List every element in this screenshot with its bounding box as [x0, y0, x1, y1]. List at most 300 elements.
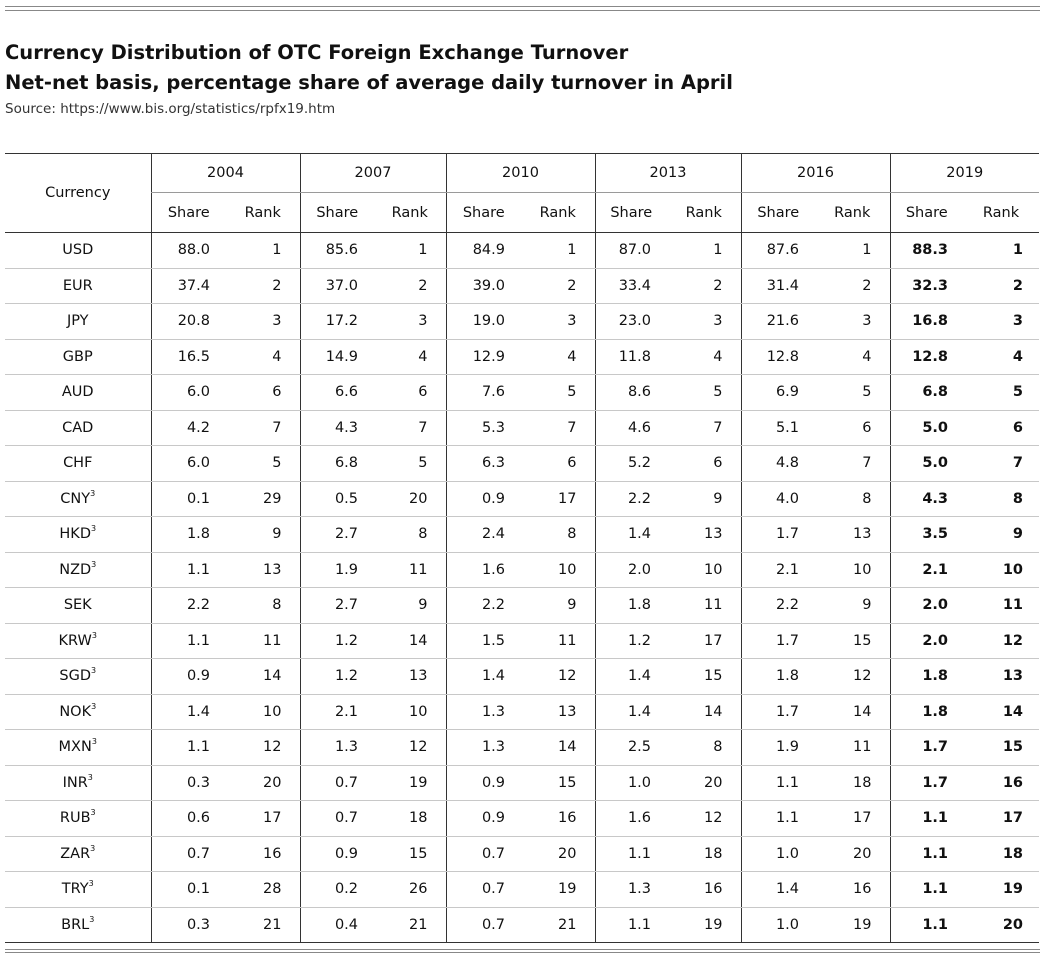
rank-cell-2013: 10 — [667, 552, 741, 588]
share-cell-2010: 1.6 — [446, 552, 521, 588]
share-cell-2007: 37.0 — [300, 268, 374, 304]
share-cell-2016: 31.4 — [741, 268, 815, 304]
currency-label: HKD$^3$ — [5, 517, 151, 553]
rank-cell-2004: 21 — [263, 916, 282, 933]
share-cell-2013: 87.0 — [595, 233, 667, 269]
share-cell-2007: 0.5 — [300, 481, 374, 517]
footnote-marker: 3 — [91, 630, 97, 640]
share-cell-2007: 6.6 — [300, 375, 374, 411]
share-cell-2010: 5.3 — [446, 410, 521, 446]
rank-cell-2007: 2 — [374, 268, 446, 304]
title-line-2: Net-net basis, percentage share of average daily turnover in April — [5, 71, 733, 94]
rank-cell-2013: 11 — [667, 588, 741, 624]
rank-cell-2010: 17 — [521, 481, 595, 517]
table-row — [5, 765, 1039, 801]
footnote-marker: 3 — [90, 843, 96, 853]
rank-cell-2019: 18 — [963, 836, 1039, 872]
share-cell-2013: 1.1 — [595, 907, 667, 943]
share-cell-2019: 4.3 — [890, 481, 963, 517]
share-cell-2019: 16.8 — [890, 304, 963, 340]
rank-cell-2007: 18 — [374, 801, 446, 837]
share-cell-2016: 1.7 — [741, 694, 815, 730]
share-cell-2019: 12.8 — [890, 339, 963, 375]
share-cell-2010: 2.2 — [446, 588, 521, 624]
rank-cell-2013: 14 — [667, 694, 741, 730]
table-row — [5, 268, 1039, 304]
rank-cell-2007: 9 — [374, 588, 446, 624]
share-cell-2010: 39.0 — [446, 268, 521, 304]
share-cell-2013: 8.6 — [595, 375, 667, 411]
share-cell-2016: 1.1 — [741, 801, 815, 837]
share-cell-2004: 2.2 — [151, 588, 226, 624]
rank-cell-2019: 20 — [1002, 916, 1023, 933]
share-cell-2007: 1.2 — [300, 623, 374, 659]
share-cell-2004: 0.3 — [151, 907, 226, 943]
table-row — [5, 694, 1039, 730]
share-cell-2010: 0.9 — [446, 481, 521, 517]
share-cell-2010: 0.9 — [446, 765, 521, 801]
year-header-2013: 2013 — [595, 154, 741, 193]
share-header-2019: Share — [890, 193, 963, 233]
currency-label: MXN$^3$ — [5, 730, 151, 766]
rank-cell-2004: 12 — [226, 730, 300, 766]
rank-cell-2007: 26 — [374, 872, 446, 908]
share-cell-2013: 33.4 — [595, 268, 667, 304]
share-cell-2010: 2.4 — [446, 517, 521, 553]
share-cell-2010: 7.6 — [446, 375, 521, 411]
rank-cell-2013: 1 — [667, 233, 741, 269]
share-header-2010: Share — [446, 193, 521, 233]
currency-column-header: Currency — [5, 154, 151, 233]
rank-cell-2007: 21 — [409, 916, 428, 933]
share-cell-2007: 2.7 — [300, 517, 374, 553]
currency-label: NOK$^3$ — [5, 694, 151, 730]
share-cell-2007: 0.4 — [300, 907, 374, 943]
rank-cell-2016: 18 — [815, 765, 890, 801]
table-row — [5, 304, 1039, 340]
rank-cell-2004: 4 — [226, 339, 300, 375]
rank-cell-2010: 13 — [521, 694, 595, 730]
top-rule — [5, 6, 1040, 11]
rank-cell-2019: 1 — [963, 233, 1039, 269]
rank-cell-2019: 5 — [963, 375, 1039, 411]
rank-cell-2004: 16 — [226, 836, 300, 872]
title-line-1: Currency Distribution of OTC Foreign Exchange Turnover — [5, 41, 629, 64]
share-cell-2016: 6.9 — [741, 375, 815, 411]
share-cell-2004: 37.4 — [151, 268, 226, 304]
footnote-marker: 3 — [90, 488, 96, 498]
table-row — [5, 730, 1039, 766]
share-cell-2019: 2.0 — [890, 588, 963, 624]
share-cell-2007: 1.3 — [300, 730, 374, 766]
share-cell-2016: 1.4 — [741, 872, 815, 908]
currency-label: USD — [5, 233, 151, 269]
rank-cell-2007: 10 — [374, 694, 446, 730]
share-cell-2004: 0.9 — [151, 659, 226, 695]
share-cell-2019: 3.5 — [890, 517, 963, 553]
rank-cell-2010: 11 — [521, 623, 595, 659]
rank-cell-2013: 7 — [667, 410, 741, 446]
rank-header-2004: Rank — [226, 193, 300, 233]
rank-cell-2016: 8 — [815, 481, 890, 517]
table-row — [5, 872, 1039, 908]
rank-cell-2007: 5 — [374, 446, 446, 482]
rank-cell-2019: 15 — [963, 730, 1039, 766]
rank-cell-2016: 19 — [853, 916, 872, 933]
share-cell-2007: 0.2 — [300, 872, 374, 908]
share-cell-2016: 1.7 — [741, 623, 815, 659]
share-header-2007: Share — [300, 193, 374, 233]
rank-cell-2004: 20 — [226, 765, 300, 801]
rank-cell-2007: 6 — [374, 375, 446, 411]
rank-cell-2004: 6 — [226, 375, 300, 411]
currency-label: NZD$^3$ — [5, 552, 151, 588]
table-row — [5, 233, 1039, 269]
rank-cell-2019: 11 — [963, 588, 1039, 624]
share-cell-2004: 4.2 — [151, 410, 226, 446]
rank-cell-2010: 21 — [558, 916, 577, 933]
share-cell-2004: 16.5 — [151, 339, 226, 375]
rank-cell-2010: 4 — [521, 339, 595, 375]
share-cell-2016: 1.1 — [741, 765, 815, 801]
rank-cell-2013: 6 — [667, 446, 741, 482]
share-cell-2004: 0.3 — [151, 765, 226, 801]
rank-cell-2004: 10 — [226, 694, 300, 730]
rank-cell-2013: 9 — [667, 481, 741, 517]
rank-cell-2016: 12 — [815, 659, 890, 695]
table-row — [5, 907, 1039, 943]
rank-cell-2016: 10 — [815, 552, 890, 588]
table-row — [5, 623, 1039, 659]
currency-label: ZAR$^3$ — [5, 836, 151, 872]
rank-cell-2004: 29 — [226, 481, 300, 517]
share-cell-2007: 17.2 — [300, 304, 374, 340]
share-cell-2004: 20.8 — [151, 304, 226, 340]
currency-label: SGD$^3$ — [5, 659, 151, 695]
currency-label: RUB$^3$ — [5, 801, 151, 837]
rank-cell-2013: 2 — [667, 268, 741, 304]
share-cell-2019: 6.8 — [890, 375, 963, 411]
table-row — [5, 588, 1039, 624]
rank-cell-2019: 16 — [963, 765, 1039, 801]
share-cell-2004: 88.0 — [151, 233, 226, 269]
share-header-2016: Share — [741, 193, 815, 233]
share-cell-2019: 1.1 — [890, 907, 963, 943]
share-cell-2016: 87.6 — [741, 233, 815, 269]
rank-cell-2016: 5 — [815, 375, 890, 411]
share-cell-2013: 1.4 — [595, 659, 667, 695]
share-cell-2007: 2.1 — [300, 694, 374, 730]
share-cell-2013: 1.1 — [595, 836, 667, 872]
rank-cell-2007: 12 — [374, 730, 446, 766]
table-row — [5, 659, 1039, 695]
source-note: Source: https://www.bis.org/statistics/rpfx19.htm — [5, 101, 336, 117]
rank-cell-2010: 7 — [521, 410, 595, 446]
table-row — [5, 801, 1039, 837]
footnote-marker: 3 — [88, 879, 94, 889]
rank-cell-2010: 16 — [521, 801, 595, 837]
currency-label: GBP — [5, 339, 151, 375]
share-cell-2019: 88.3 — [890, 233, 963, 269]
share-cell-2007: 0.9 — [300, 836, 374, 872]
share-cell-2004: 1.1 — [151, 552, 226, 588]
share-cell-2007: 14.9 — [300, 339, 374, 375]
share-cell-2013: 1.2 — [595, 623, 667, 659]
rank-cell-2013: 17 — [667, 623, 741, 659]
share-cell-2007: 0.7 — [300, 765, 374, 801]
turnover-table — [5, 153, 1039, 943]
footnote-marker: 3 — [90, 808, 96, 818]
rank-cell-2010: 8 — [521, 517, 595, 553]
share-cell-2004: 1.1 — [151, 730, 226, 766]
rank-cell-2016: 13 — [815, 517, 890, 553]
share-cell-2019: 5.0 — [890, 446, 963, 482]
share-cell-2013: 4.6 — [595, 410, 667, 446]
share-cell-2016: 2.1 — [741, 552, 815, 588]
currency-label: TRY$^3$ — [5, 872, 151, 908]
rank-cell-2013: 18 — [667, 836, 741, 872]
rank-cell-2004: 5 — [226, 446, 300, 482]
share-cell-2016: 5.1 — [741, 410, 815, 446]
share-cell-2019: 5.0 — [890, 410, 963, 446]
rank-cell-2013: 19 — [704, 916, 723, 933]
rank-cell-2019: 17 — [963, 801, 1039, 837]
rank-cell-2013: 8 — [667, 730, 741, 766]
year-header-2019: 2019 — [890, 154, 1039, 193]
share-cell-2007: 1.9 — [300, 552, 374, 588]
rank-cell-2007: 14 — [374, 623, 446, 659]
rank-cell-2007: 4 — [374, 339, 446, 375]
rank-cell-2016: 14 — [815, 694, 890, 730]
share-cell-2013: 1.0 — [595, 765, 667, 801]
share-cell-2016: 1.0 — [741, 836, 815, 872]
share-cell-2016: 1.7 — [741, 517, 815, 553]
rank-cell-2016: 1 — [815, 233, 890, 269]
currency-label: INR$^3$ — [5, 765, 151, 801]
rank-cell-2004: 11 — [226, 623, 300, 659]
share-cell-2004: 6.0 — [151, 446, 226, 482]
share-cell-2007: 0.7 — [300, 801, 374, 837]
share-cell-2010: 0.7 — [446, 907, 521, 943]
rank-cell-2019: 10 — [963, 552, 1039, 588]
share-cell-2019: 1.8 — [890, 659, 963, 695]
rank-cell-2010: 15 — [521, 765, 595, 801]
rank-cell-2004: 28 — [226, 872, 300, 908]
rank-cell-2016: 3 — [815, 304, 890, 340]
share-cell-2004: 1.4 — [151, 694, 226, 730]
currency-label: BRL$^3$ — [61, 914, 95, 933]
rank-cell-2016: 17 — [815, 801, 890, 837]
rank-cell-2004: 1 — [226, 233, 300, 269]
rank-cell-2013: 13 — [667, 517, 741, 553]
currency-label: SEK — [5, 588, 151, 624]
share-cell-2013: 2.2 — [595, 481, 667, 517]
currency-label: CAD — [5, 410, 151, 446]
rank-cell-2016: 15 — [815, 623, 890, 659]
share-cell-2013: 1.3 — [595, 872, 667, 908]
rank-cell-2019: 13 — [963, 659, 1039, 695]
rank-cell-2010: 2 — [521, 268, 595, 304]
share-cell-2010: 84.9 — [446, 233, 521, 269]
rank-cell-2013: 12 — [667, 801, 741, 837]
rank-cell-2016: 2 — [815, 268, 890, 304]
rank-cell-2019: 6 — [963, 410, 1039, 446]
share-cell-2016: 1.8 — [741, 659, 815, 695]
share-cell-2013: 1.4 — [595, 694, 667, 730]
rank-cell-2016: 16 — [815, 872, 890, 908]
rank-cell-2013: 5 — [667, 375, 741, 411]
share-cell-2007: 1.2 — [300, 659, 374, 695]
share-cell-2013: 1.8 — [595, 588, 667, 624]
rank-cell-2010: 3 — [521, 304, 595, 340]
year-header-2010: 2010 — [446, 154, 595, 193]
share-cell-2010: 1.5 — [446, 623, 521, 659]
table-row — [5, 552, 1039, 588]
share-cell-2010: 0.9 — [446, 801, 521, 837]
share-cell-2010: 1.3 — [446, 730, 521, 766]
rank-cell-2007: 11 — [374, 552, 446, 588]
rank-cell-2004: 9 — [226, 517, 300, 553]
rank-cell-2016: 9 — [815, 588, 890, 624]
rank-cell-2010: 6 — [521, 446, 595, 482]
rank-cell-2016: 6 — [815, 410, 890, 446]
rank-cell-2019: 9 — [963, 517, 1039, 553]
rank-cell-2007: 19 — [374, 765, 446, 801]
share-cell-2019: 1.8 — [890, 694, 963, 730]
rank-cell-2004: 2 — [226, 268, 300, 304]
share-header-2013: Share — [595, 193, 667, 233]
share-cell-2010: 12.9 — [446, 339, 521, 375]
share-cell-2007: 4.3 — [300, 410, 374, 446]
currency-label: AUD — [5, 375, 151, 411]
rank-cell-2010: 19 — [521, 872, 595, 908]
rank-cell-2004: 17 — [226, 801, 300, 837]
currency-label: EUR — [5, 268, 151, 304]
rank-cell-2010: 12 — [521, 659, 595, 695]
rank-cell-2007: 7 — [374, 410, 446, 446]
rank-cell-2010: 20 — [521, 836, 595, 872]
rank-cell-2007: 15 — [374, 836, 446, 872]
share-cell-2016: 4.0 — [741, 481, 815, 517]
share-cell-2004: 0.6 — [151, 801, 226, 837]
share-cell-2013: 1.6 — [595, 801, 667, 837]
share-cell-2010: 1.4 — [446, 659, 521, 695]
rank-cell-2004: 7 — [226, 410, 300, 446]
share-cell-2019: 1.7 — [890, 765, 963, 801]
table-row — [5, 375, 1039, 411]
rank-cell-2010: 10 — [521, 552, 595, 588]
share-cell-2007: 2.7 — [300, 588, 374, 624]
rank-cell-2004: 14 — [226, 659, 300, 695]
footnote-marker: 3 — [89, 914, 95, 924]
rank-cell-2013: 20 — [667, 765, 741, 801]
share-cell-2019: 1.1 — [890, 872, 963, 908]
share-cell-2004: 0.7 — [151, 836, 226, 872]
rank-header-2016: Rank — [815, 193, 890, 233]
share-cell-2010: 19.0 — [446, 304, 521, 340]
share-cell-2004: 0.1 — [151, 481, 226, 517]
rank-cell-2004: 8 — [226, 588, 300, 624]
share-cell-2010: 0.7 — [446, 836, 521, 872]
rank-cell-2016: 20 — [815, 836, 890, 872]
rank-cell-2007: 1 — [374, 233, 446, 269]
rank-cell-2016: 7 — [815, 446, 890, 482]
share-cell-2007: 85.6 — [300, 233, 374, 269]
share-cell-2016: 1.9 — [741, 730, 815, 766]
share-cell-2010: 0.7 — [446, 872, 521, 908]
rank-header-2013: Rank — [667, 193, 741, 233]
rank-cell-2019: 7 — [963, 446, 1039, 482]
share-cell-2004: 6.0 — [151, 375, 226, 411]
share-cell-2016: 21.6 — [741, 304, 815, 340]
currency-label: KRW$^3$ — [5, 623, 151, 659]
rank-cell-2010: 14 — [521, 730, 595, 766]
share-cell-2019: 1.1 — [890, 801, 963, 837]
rank-cell-2007: 20 — [374, 481, 446, 517]
share-header-2004: Share — [151, 193, 226, 233]
rank-header-2007: Rank — [374, 193, 446, 233]
year-header-2007: 2007 — [300, 154, 446, 193]
share-cell-2010: 6.3 — [446, 446, 521, 482]
share-cell-2019: 2.0 — [890, 623, 963, 659]
currency-label: CNY$^3$ — [5, 481, 151, 517]
table-row — [5, 446, 1039, 482]
footnote-marker: 3 — [87, 772, 93, 782]
rank-cell-2013: 3 — [667, 304, 741, 340]
table-row — [5, 836, 1039, 872]
rank-cell-2019: 3 — [963, 304, 1039, 340]
share-cell-2007: 6.8 — [300, 446, 374, 482]
footnote-marker: 3 — [90, 524, 97, 534]
share-cell-2019: 2.1 — [890, 552, 963, 588]
share-cell-2013: 2.5 — [595, 730, 667, 766]
share-cell-2016: 4.8 — [741, 446, 815, 482]
rank-cell-2010: 5 — [521, 375, 595, 411]
rank-cell-2010: 1 — [521, 233, 595, 269]
rank-cell-2013: 16 — [667, 872, 741, 908]
share-cell-2013: 11.8 — [595, 339, 667, 375]
table-row — [5, 410, 1039, 446]
rank-cell-2019: 14 — [963, 694, 1039, 730]
share-cell-2016: 12.8 — [741, 339, 815, 375]
rank-header-2019: Rank — [963, 193, 1039, 233]
share-cell-2010: 1.3 — [446, 694, 521, 730]
bottom-rule — [5, 949, 1040, 953]
rank-cell-2007: 8 — [374, 517, 446, 553]
currency-label: CHF — [5, 446, 151, 482]
share-cell-2013: 1.4 — [595, 517, 667, 553]
rank-cell-2013: 15 — [667, 659, 741, 695]
share-cell-2016: 2.2 — [741, 588, 815, 624]
rank-header-2010: Rank — [521, 193, 595, 233]
rank-cell-2010: 9 — [521, 588, 595, 624]
share-cell-2019: 1.1 — [890, 836, 963, 872]
share-cell-2004: 1.1 — [151, 623, 226, 659]
rank-cell-2016: 4 — [815, 339, 890, 375]
share-cell-2013: 5.2 — [595, 446, 667, 482]
rank-cell-2007: 3 — [374, 304, 446, 340]
table-row — [5, 339, 1039, 375]
year-header-2016: 2016 — [741, 154, 890, 193]
rank-cell-2019: 8 — [963, 481, 1039, 517]
share-cell-2019: 32.3 — [890, 268, 963, 304]
share-cell-2013: 23.0 — [595, 304, 667, 340]
currency-label: JPY — [5, 304, 151, 340]
share-cell-2019: 1.7 — [890, 730, 963, 766]
rank-cell-2013: 4 — [667, 339, 741, 375]
footnote-marker: 3 — [91, 737, 97, 747]
share-cell-2004: 0.1 — [151, 872, 226, 908]
